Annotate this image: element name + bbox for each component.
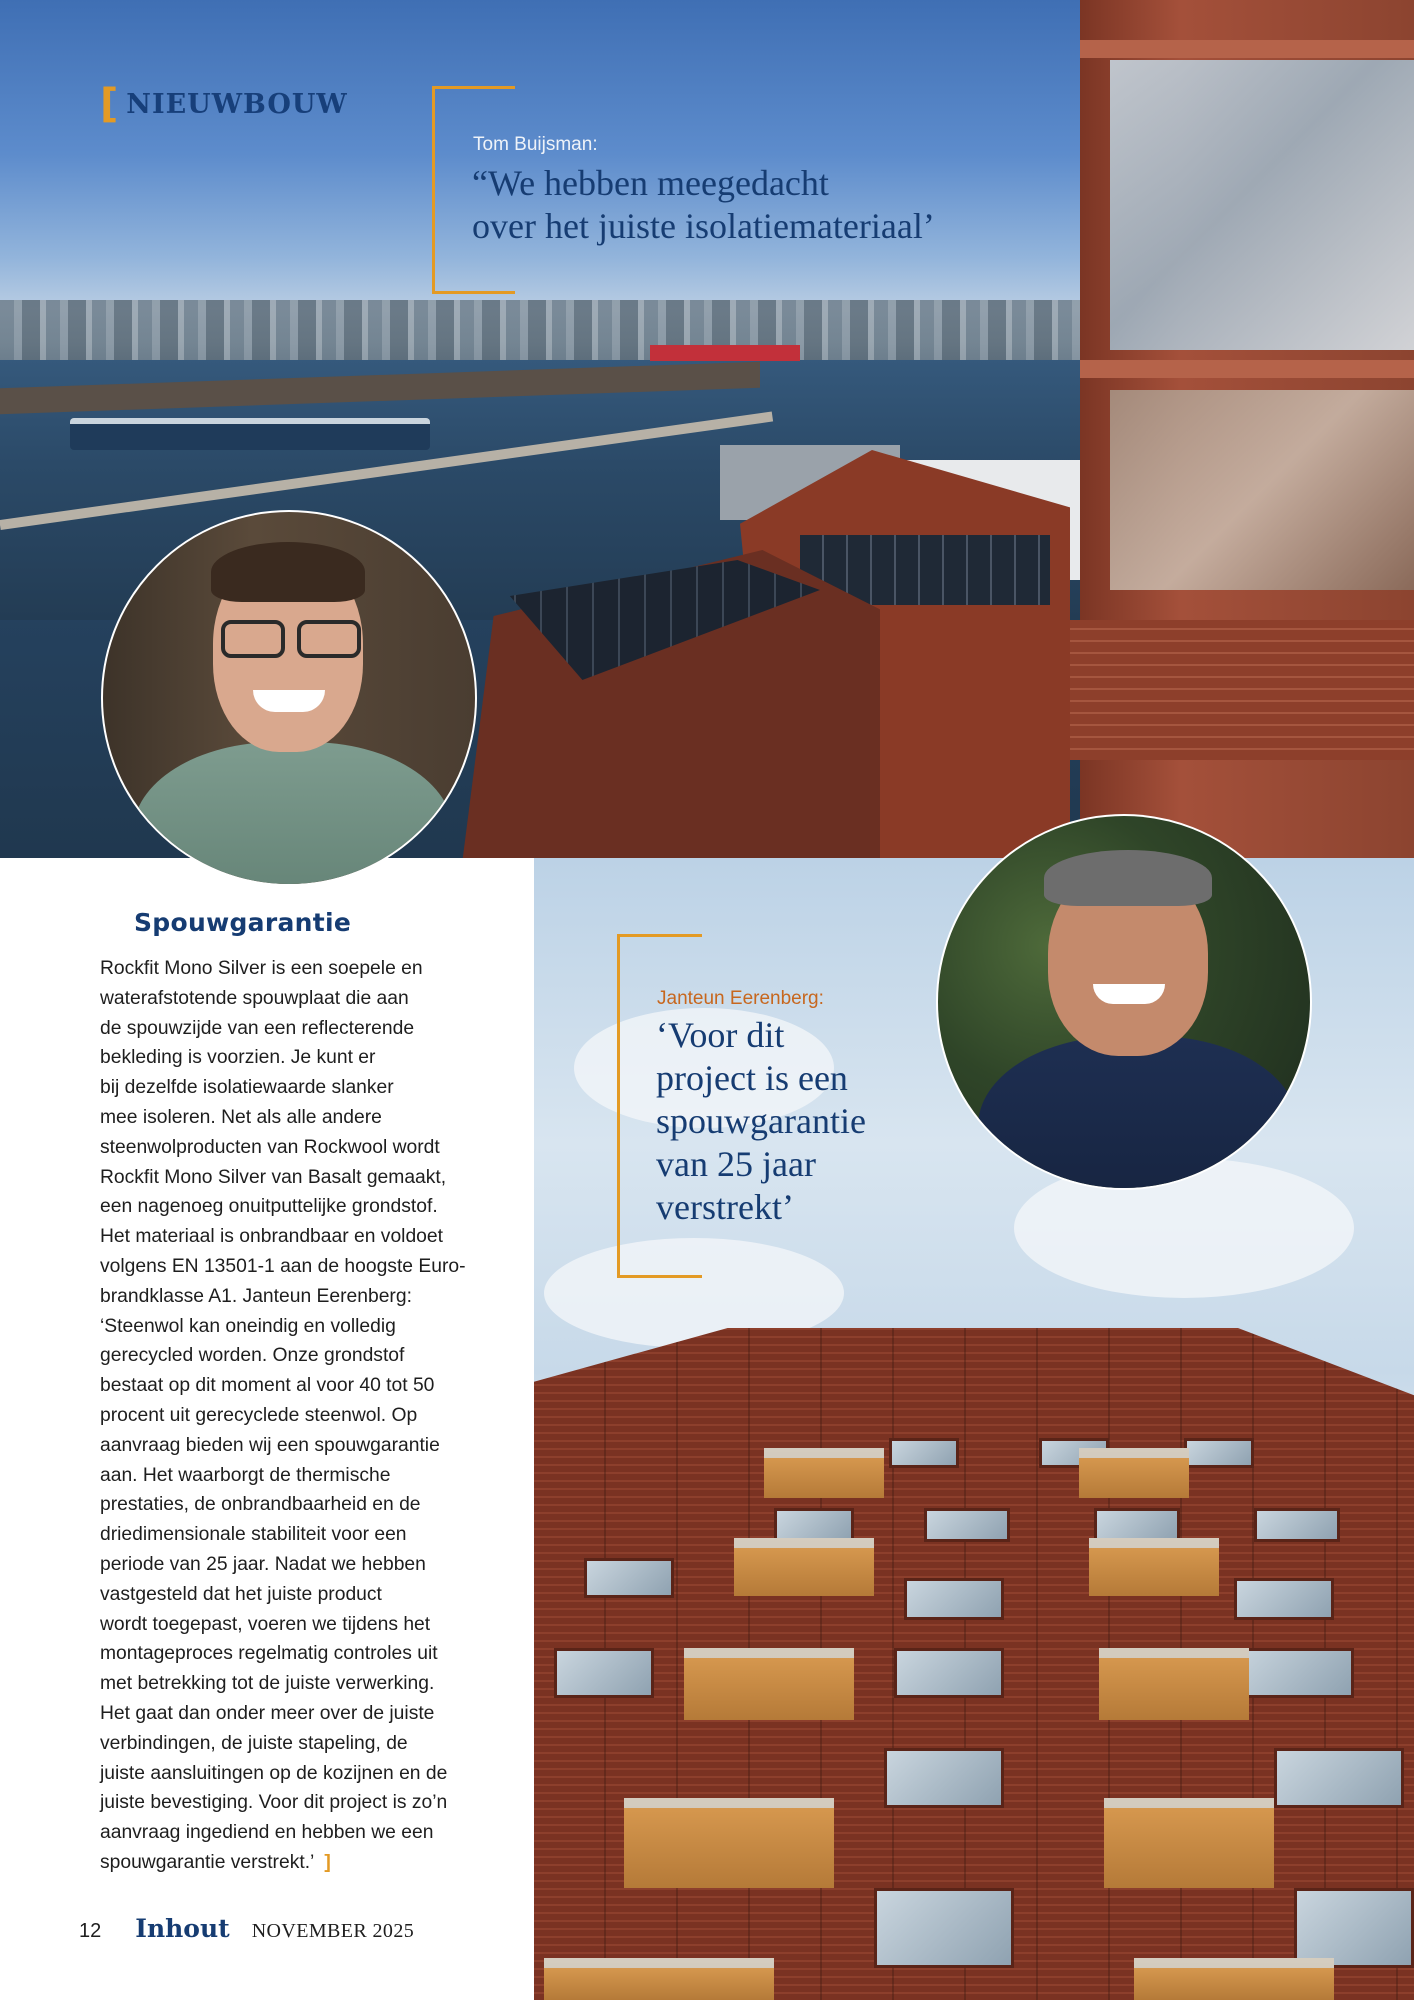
article-body (100, 954, 510, 1878)
article-subhead: Spouwgarantie (134, 908, 352, 937)
window (1274, 1748, 1404, 1808)
body-line: bestaat op dit moment al voor 40 tot 50 (100, 1375, 435, 1397)
window (584, 1558, 674, 1598)
body-line: juiste bevestiging. Voor dit project is zo’n (100, 1792, 448, 1814)
body-line: brandklasse A1. Janteun Eerenberg: (100, 1285, 412, 1307)
pull-quote-line: “We hebben meegedacht (472, 163, 829, 203)
portrait-tom-buijsman (101, 510, 477, 886)
window (924, 1508, 1010, 1542)
window (884, 1748, 1004, 1808)
page-footer (79, 1914, 414, 1948)
body-line: steenwolproducten van Rockwool wordt (100, 1136, 440, 1158)
window (874, 1888, 1014, 1968)
section-label (100, 81, 348, 127)
quote-author-2: Janteun Eerenberg: (657, 988, 824, 1009)
pull-quote-line: project is een (656, 1058, 848, 1098)
tower-brickwork (1070, 620, 1414, 760)
body-line: verbindingen, de juiste stapeling, de (100, 1732, 408, 1754)
body-line: periode van 25 jaar. Nadat we hebben (100, 1553, 426, 1575)
body-line: Het gaat dan onder meer over de juiste (100, 1702, 435, 1724)
issue-date: NOVEMBER 2025 (251, 1920, 415, 1942)
portrait-smile (1093, 984, 1165, 1004)
body-line: vastgesteld dat het juiste product (100, 1583, 382, 1605)
body-line: ‘Steenwol kan oneindig en volledig (100, 1315, 396, 1337)
window (554, 1648, 654, 1698)
pull-quote-2 (656, 1014, 936, 1229)
magazine-logo: Inhout (135, 1914, 230, 1943)
window (1094, 1508, 1180, 1542)
pull-quote-line: verstrekt’ (656, 1187, 794, 1227)
body-line: volgens EN 13501-1 aan de hoogste Euro- (100, 1255, 466, 1277)
balcony (734, 1538, 874, 1596)
window (1254, 1508, 1340, 1542)
section-title: NIEUWBOUW (126, 88, 348, 120)
body-line-text: spouwgarantie verstrekt.’ (100, 1851, 315, 1873)
pull-quote-line: ‘Voor dit (656, 1015, 785, 1055)
pull-quote (472, 162, 1072, 248)
glasses-icon (297, 620, 361, 658)
body-line-last (100, 1848, 510, 1878)
body-line: Rockfit Mono Silver van Basalt gemaakt, (100, 1166, 447, 1188)
balcony (684, 1648, 854, 1720)
body-line: waterafstotende spouwplaat die aan (100, 987, 409, 1009)
balcony (1104, 1798, 1274, 1888)
body-line: aanvraag ingediend en hebben we een (100, 1822, 434, 1844)
portrait-janteun-eerenberg (936, 814, 1312, 1190)
balcony (764, 1448, 884, 1498)
window (1234, 1648, 1354, 1698)
glasses-icon (221, 620, 285, 658)
body-line: montageproces regelmatig controles uit (100, 1643, 438, 1665)
portrait-jacket (133, 742, 453, 886)
body-line: prestaties, de onbrandbaarheid en de (100, 1494, 421, 1516)
balcony (544, 1958, 774, 2000)
body-line: aanvraag bieden wij een spouwgarantie (100, 1434, 440, 1456)
body-line: Rockfit Mono Silver is een soepele en (100, 958, 423, 979)
window (889, 1438, 959, 1468)
balcony (624, 1798, 834, 1888)
window (1184, 1438, 1254, 1468)
balcony (1134, 1958, 1334, 2000)
window (894, 1648, 1004, 1698)
body-line: procent uit gerecyclede steenwol. Op (100, 1404, 418, 1426)
body-line: een nagenoeg onuitputtelijke grondstof. (100, 1196, 438, 1218)
pull-quote-line: spouwgarantie (656, 1101, 866, 1141)
glass-balcony-lower (1110, 390, 1414, 590)
body-line: juiste aansluitingen op de kozijnen en de (100, 1762, 448, 1784)
body-line: mee isoleren. Net als alle andere (100, 1106, 382, 1128)
portrait-jacket (978, 1036, 1298, 1190)
portrait-smile (253, 690, 325, 712)
body-line: bekleding is voorzien. Je kunt er (100, 1047, 376, 1069)
balcony (1089, 1538, 1219, 1596)
body-line: Het materiaal is onbrandbaar en voldoet (100, 1226, 443, 1248)
body-line: aan. Het waarborgt de thermische (100, 1464, 391, 1486)
portrait-hair (211, 542, 365, 602)
window (904, 1578, 1004, 1620)
tower-band (1080, 40, 1414, 58)
page-number: 12 (79, 1920, 102, 1942)
body-line: de spouwzijde van een reflecterende (100, 1017, 415, 1039)
body-line: wordt toegepast, voeren we tijdens het (100, 1613, 431, 1635)
bracket-close-icon: ] (324, 1851, 331, 1873)
body-line: bij dezelfde isolatiewaarde slanker (100, 1077, 394, 1099)
balcony (1099, 1648, 1249, 1720)
glass-balcony (1110, 60, 1414, 350)
bracket-open-icon: [ (100, 81, 119, 127)
red-ship (650, 345, 800, 361)
window (1294, 1888, 1414, 1968)
window (774, 1508, 854, 1542)
portrait-hair (1044, 850, 1212, 906)
quote-author: Tom Buijsman: (473, 134, 598, 155)
tower-band (1080, 360, 1414, 378)
body-line: gerecycled worden. Onze grondstof (100, 1345, 405, 1367)
body-line: driedimensionale stabiliteit voor een (100, 1524, 407, 1546)
pull-quote-line: over het juiste isolatiemateriaal’ (472, 206, 935, 246)
balcony (1079, 1448, 1189, 1498)
barge (70, 418, 430, 450)
body-line: met betrekking tot de juiste verwerking. (100, 1673, 435, 1695)
window (1234, 1578, 1334, 1620)
pull-quote-line: van 25 jaar (656, 1144, 816, 1184)
